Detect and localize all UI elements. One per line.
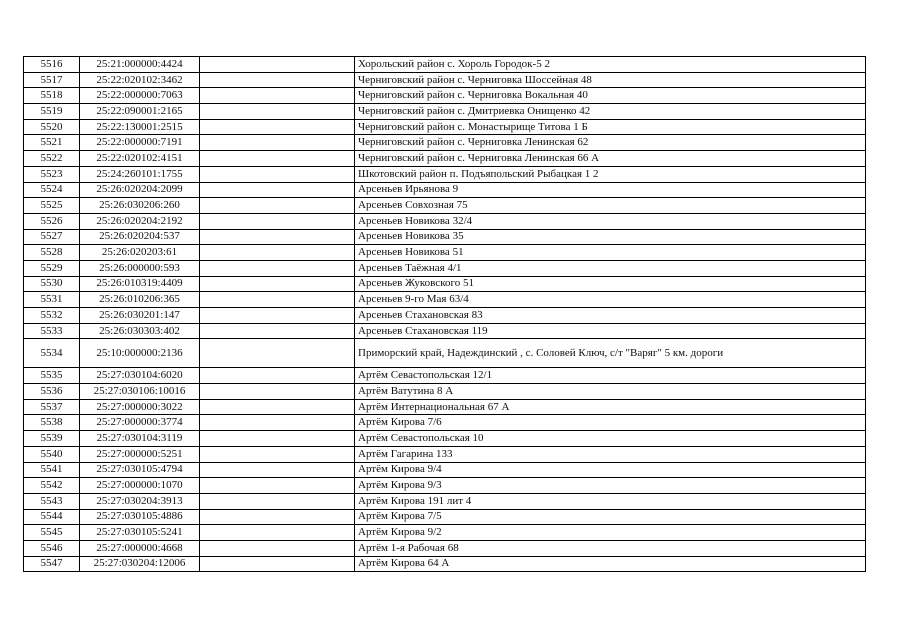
empty-cell: [200, 72, 355, 88]
address-cell: Артём Интернациональная 67 А: [355, 399, 866, 415]
cadastral-number-cell: 25:26:030201:147: [80, 308, 200, 324]
table-row: [24, 399, 866, 415]
address-cell: Артём Кирова 9/4: [355, 462, 866, 478]
empty-cell: [200, 493, 355, 509]
empty-cell: [200, 540, 355, 556]
cadastral-number-cell: 25:27:000000:3022: [80, 399, 200, 415]
table-row: [24, 151, 866, 167]
empty-cell: [200, 399, 355, 415]
empty-cell: [200, 182, 355, 198]
empty-cell: [200, 446, 355, 462]
row-number-cell: 5545: [24, 525, 80, 541]
empty-cell: [200, 308, 355, 324]
address-cell: Черниговский район с. Монастырище Титова 1 Б: [355, 119, 866, 135]
address-cell: Арсеньев 9-го Мая 63/4: [355, 292, 866, 308]
row-number-cell: 5543: [24, 493, 80, 509]
empty-cell: [200, 245, 355, 261]
row-number-cell: 5540: [24, 446, 80, 462]
cadastral-number-cell: 25:22:020102:4151: [80, 151, 200, 167]
table-row: [24, 166, 866, 182]
cadastral-number-cell: 25:27:000000:3774: [80, 415, 200, 431]
empty-cell: [200, 135, 355, 151]
row-number-cell: 5523: [24, 166, 80, 182]
empty-cell: [200, 415, 355, 431]
cadastral-number-cell: 25:27:030105:4794: [80, 462, 200, 478]
table-row: [24, 119, 866, 135]
empty-cell: [200, 119, 355, 135]
address-cell: Артём Севастопольская 10: [355, 431, 866, 447]
address-cell: Арсеньев Стахановская 83: [355, 308, 866, 324]
row-number-cell: 5546: [24, 540, 80, 556]
table-row: [24, 72, 866, 88]
address-cell: Черниговский район с. Дмитриевка Онищенко 42: [355, 104, 866, 120]
table-row: [24, 88, 866, 104]
row-number-cell: 5518: [24, 88, 80, 104]
address-cell: Арсеньев Новикова 51: [355, 245, 866, 261]
cadastral-number-cell: 25:26:030303:402: [80, 323, 200, 339]
table-row: [24, 368, 866, 384]
row-number-cell: 5519: [24, 104, 80, 120]
cadastral-number-cell: 25:22:090001:2165: [80, 104, 200, 120]
row-number-cell: 5538: [24, 415, 80, 431]
table-row: [24, 446, 866, 462]
address-cell: Артём Кирова 191 лит 4: [355, 493, 866, 509]
table-row: [24, 57, 866, 73]
address-cell: Артём Кирова 9/3: [355, 478, 866, 494]
table-row: [24, 182, 866, 198]
address-cell: Черниговский район с. Черниговка Вокальная 40: [355, 88, 866, 104]
empty-cell: [200, 509, 355, 525]
table-row: [24, 245, 866, 261]
cadastral-number-cell: 25:27:030106:10016: [80, 384, 200, 400]
row-number-cell: 5530: [24, 276, 80, 292]
row-number-cell: 5517: [24, 72, 80, 88]
address-cell: Арсеньев Стахановская 119: [355, 323, 866, 339]
table-row: [24, 509, 866, 525]
address-cell: Арсеньев Жуковского 51: [355, 276, 866, 292]
empty-cell: [200, 339, 355, 368]
empty-cell: [200, 431, 355, 447]
address-cell: Артём Севастопольская 12/1: [355, 368, 866, 384]
row-number-cell: 5524: [24, 182, 80, 198]
row-number-cell: 5539: [24, 431, 80, 447]
cadastral-number-cell: 25:26:000000:593: [80, 260, 200, 276]
row-number-cell: 5520: [24, 119, 80, 135]
address-cell: Арсеньев Новикова 32/4: [355, 213, 866, 229]
empty-cell: [200, 213, 355, 229]
row-number-cell: 5547: [24, 556, 80, 572]
address-cell: Черниговский район с. Черниговка Ленинская 66 А: [355, 151, 866, 167]
row-number-cell: 5542: [24, 478, 80, 494]
row-number-cell: 5544: [24, 509, 80, 525]
empty-cell: [200, 292, 355, 308]
table-row: [24, 525, 866, 541]
table-row: [24, 540, 866, 556]
empty-cell: [200, 151, 355, 167]
row-number-cell: 5531: [24, 292, 80, 308]
cadastral-number-cell: 25:26:030206:260: [80, 198, 200, 214]
address-cell: Шкотовский район п. Подъяпольский Рыбацкая 1 2: [355, 166, 866, 182]
address-cell: Артём Кирова 7/5: [355, 509, 866, 525]
empty-cell: [200, 260, 355, 276]
cadastral-number-cell: 25:26:020204:2192: [80, 213, 200, 229]
empty-cell: [200, 462, 355, 478]
empty-cell: [200, 525, 355, 541]
table-row: [24, 276, 866, 292]
address-cell: Артём Кирова 7/6: [355, 415, 866, 431]
row-number-cell: 5541: [24, 462, 80, 478]
cadastral-number-cell: 25:22:020102:3462: [80, 72, 200, 88]
cadastral-number-cell: 25:26:020203:61: [80, 245, 200, 261]
empty-cell: [200, 323, 355, 339]
empty-cell: [200, 384, 355, 400]
empty-cell: [200, 198, 355, 214]
table-row: [24, 229, 866, 245]
row-number-cell: 5534: [24, 339, 80, 368]
cadastral-number-cell: 25:10:000000:2136: [80, 339, 200, 368]
address-cell: Артём Ватутина 8 А: [355, 384, 866, 400]
cadastral-number-cell: 25:26:010206:365: [80, 292, 200, 308]
empty-cell: [200, 166, 355, 182]
cadastral-number-cell: 25:27:030105:4886: [80, 509, 200, 525]
table-row: [24, 493, 866, 509]
table-row: [24, 260, 866, 276]
row-number-cell: 5526: [24, 213, 80, 229]
empty-cell: [200, 57, 355, 73]
address-cell: Арсеньев Новикова 35: [355, 229, 866, 245]
table-row: [24, 323, 866, 339]
cadastral-number-cell: 25:22:000000:7191: [80, 135, 200, 151]
row-number-cell: 5537: [24, 399, 80, 415]
empty-cell: [200, 478, 355, 494]
cadastral-number-cell: 25:21:000000:4424: [80, 57, 200, 73]
cadastral-number-cell: 25:22:000000:7063: [80, 88, 200, 104]
table-row: [24, 308, 866, 324]
address-cell: Артём Гагарина 133: [355, 446, 866, 462]
cadastral-number-cell: 25:27:030104:6020: [80, 368, 200, 384]
address-cell: Арсеньев Совхозная 75: [355, 198, 866, 214]
cadastral-number-cell: 25:24:260101:1755: [80, 166, 200, 182]
cadastral-number-cell: 25:27:030204:12006: [80, 556, 200, 572]
row-number-cell: 5521: [24, 135, 80, 151]
row-number-cell: 5527: [24, 229, 80, 245]
cadastral-number-cell: 25:27:000000:4668: [80, 540, 200, 556]
cadastral-number-cell: 25:27:030105:5241: [80, 525, 200, 541]
empty-cell: [200, 368, 355, 384]
cadastral-number-cell: 25:27:030104:3119: [80, 431, 200, 447]
empty-cell: [200, 229, 355, 245]
empty-cell: [200, 104, 355, 120]
table-row: [24, 478, 866, 494]
row-number-cell: 5535: [24, 368, 80, 384]
registry-table: [23, 56, 866, 572]
row-number-cell: 5532: [24, 308, 80, 324]
address-cell: Приморский край, Надеждинский , с. Соловей Ключ, с/т "Варяг" 5 км. дороги: [355, 339, 866, 368]
table-row: [24, 384, 866, 400]
row-number-cell: 5522: [24, 151, 80, 167]
row-number-cell: 5536: [24, 384, 80, 400]
address-cell: Артём 1-я Рабочая 68: [355, 540, 866, 556]
registry-table-body: [24, 57, 866, 572]
address-cell: Черниговский район с. Черниговка Ленинская 62: [355, 135, 866, 151]
address-cell: Арсеньев Таёжная 4/1: [355, 260, 866, 276]
table-row: [24, 292, 866, 308]
row-number-cell: 5516: [24, 57, 80, 73]
address-cell: Черниговский район с. Черниговка Шоссейная 48: [355, 72, 866, 88]
table-row: [24, 556, 866, 572]
empty-cell: [200, 556, 355, 572]
table-row: [24, 213, 866, 229]
cadastral-number-cell: 25:26:010319:4409: [80, 276, 200, 292]
address-cell: Хорольский район с. Хороль Городок-5 2: [355, 57, 866, 73]
table-row: [24, 431, 866, 447]
cadastral-number-cell: 25:27:030204:3913: [80, 493, 200, 509]
row-number-cell: 5533: [24, 323, 80, 339]
table-row: [24, 462, 866, 478]
cadastral-number-cell: 25:26:020204:537: [80, 229, 200, 245]
table-row: [24, 339, 866, 368]
cadastral-number-cell: 25:27:000000:5251: [80, 446, 200, 462]
table-row: [24, 104, 866, 120]
address-cell: Арсеньев Ирьянова 9: [355, 182, 866, 198]
empty-cell: [200, 88, 355, 104]
row-number-cell: 5529: [24, 260, 80, 276]
row-number-cell: 5525: [24, 198, 80, 214]
cadastral-number-cell: 25:22:130001:2515: [80, 119, 200, 135]
table-row: [24, 415, 866, 431]
table-row: [24, 198, 866, 214]
empty-cell: [200, 276, 355, 292]
address-cell: Артём Кирова 9/2: [355, 525, 866, 541]
address-cell: Артём Кирова 64 А: [355, 556, 866, 572]
cadastral-number-cell: 25:26:020204:2099: [80, 182, 200, 198]
row-number-cell: 5528: [24, 245, 80, 261]
table-row: [24, 135, 866, 151]
cadastral-number-cell: 25:27:000000:1070: [80, 478, 200, 494]
